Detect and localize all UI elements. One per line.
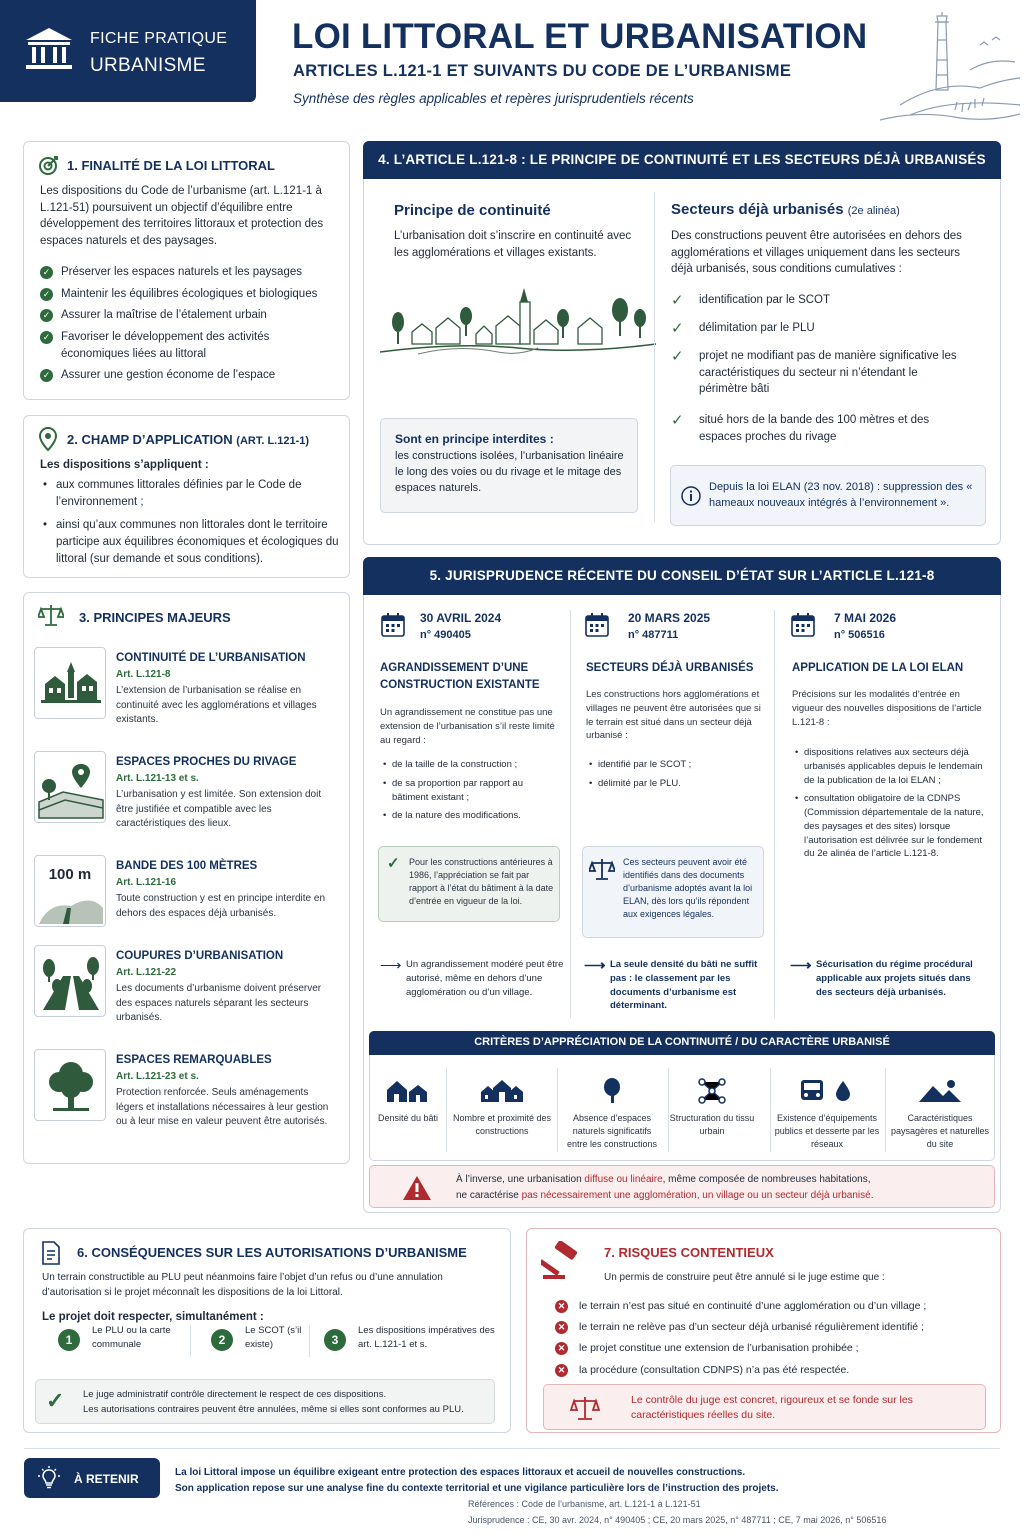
- divider: [570, 610, 571, 1018]
- institution-columns-icon: [24, 26, 74, 72]
- criterion-item: Absence d’espaces naturels significatifs entre les constructions: [562, 1078, 662, 1151]
- principle-title: ESPACES PROCHES DU RIVAGE: [116, 756, 297, 768]
- ruling-note-text: Pour les constructions antérieures à 1986, l’appréciation se fait par rapport à l’état du bâtiment à la date d’entrée en vigueur de la loi.: [409, 857, 554, 907]
- check-icon: ✓: [671, 348, 684, 365]
- list-item: • de la nature des modifications.: [380, 809, 560, 823]
- criterion-item: Structuration du tissu urbain: [662, 1078, 762, 1138]
- urbanized-sectors-title: Secteurs déjà urbanisés (2e alinéa): [671, 201, 900, 218]
- list-item: ✓ Favoriser le développement des activités économiques liées au littoral: [40, 329, 340, 362]
- header-badge: [0, 0, 256, 102]
- section-principes: [23, 592, 350, 1164]
- ruling-note-box: [582, 846, 764, 938]
- retain-button[interactable]: [24, 1458, 160, 1498]
- ruling-text: Les constructions hors agglomérations et villages ne peuvent être autorisées que si le terrain est situé dans un secteur déjà urbanisé :: [586, 689, 761, 742]
- info-icon: [681, 486, 701, 506]
- ruling-takeaway: ⟶ Un agrandissement modéré peut être autorisé, même en dehors d’une agglomération ou d’un village.: [380, 957, 564, 998]
- document-icon: [41, 1240, 61, 1266]
- x-circle-icon: ✕: [555, 1321, 568, 1334]
- ruling-text: Précisions sur les modalités d’entrée en vigueur des nouvelles dispositions de l’article L.121-8 :: [792, 689, 982, 728]
- criteria-title: CRITÈRES D’APPRÉCIATION DE LA CONTINUITÉ / DU CARACTÈRE URBANISÉ: [369, 1031, 995, 1055]
- references-text: Références : Code de l’urbanisme, art. L.121-1 à L.121-51: [468, 1499, 701, 1509]
- criteria-panel: [369, 1031, 995, 1161]
- section-finalite: [23, 141, 350, 400]
- page-subtitle: ARTICLES L.121-1 ET SUIVANTS DU CODE DE L’URBANISME: [293, 62, 792, 80]
- forbidden-title: Sont en principe interdites :: [395, 432, 554, 446]
- ruling-heading: APPLICATION DE LA LOI ELAN: [792, 662, 964, 674]
- calendar-icon: [790, 612, 816, 638]
- tree-icon: [597, 1078, 627, 1104]
- elan-info-text: Depuis la loi ELAN (23 nov. 2018) : suppression des « hameaux nouveaux intégrés à l’environnement ».: [709, 481, 973, 509]
- page-title: LOI LITTORAL ET URBANISATION: [292, 17, 868, 56]
- network-nodes-icon: [697, 1078, 727, 1104]
- condition-item: identification par le SCOT: [699, 294, 831, 306]
- ruling-heading: SECTEURS DÉJÀ URBANISÉS: [586, 662, 754, 674]
- criterion-item: Caractéristiques paysagères et naturelles du site: [886, 1078, 994, 1151]
- goals-list: [40, 264, 340, 389]
- ruling-bullets: [380, 758, 560, 828]
- check-icon: ✓: [40, 331, 53, 344]
- section-lead: Les dispositions s’appliquent :: [40, 459, 209, 471]
- list-item: ✓ Assurer la maîtrise de l’étalement urbain: [40, 307, 340, 324]
- principle-title: ESPACES REMARQUABLES: [116, 1054, 272, 1066]
- section-lead: Le projet doit respecter, simultanément :: [42, 1311, 264, 1323]
- badge-line-2: URBANISME: [90, 55, 206, 76]
- ruling-date: 30 AVRIL 2024: [420, 611, 502, 625]
- ruling-bullets: [586, 758, 766, 796]
- calendar-icon: [380, 612, 406, 638]
- list-item: • ainsi qu’aux communes non littorales dont le territoire participe aux équilibres économiques et écologiques du littoral (sur demande et sous conditions).: [40, 517, 344, 567]
- divider: [654, 192, 655, 522]
- judge-control-box: [543, 1384, 986, 1430]
- criterion-item: Existence d’équipements publics et desserte par les réseaux: [774, 1078, 880, 1151]
- check-icon: ✓: [671, 292, 684, 309]
- ruling-takeaway: ⟶ Sécurisation du régime procédural applicable aux projets situés dans des secteurs déjà urbanisés.: [790, 957, 973, 998]
- x-circle-icon: ✕: [555, 1300, 568, 1313]
- ruling-note-text: Ces secteurs peuvent avoir été identifiés dans des documents d’urbanisme adoptés avant la loi ELAN, dès lors qu’ils répondent aux exigences légales.: [623, 857, 753, 920]
- ruling-date: 20 MARS 2025: [628, 611, 711, 625]
- ruling-number: n° 487711: [628, 629, 679, 641]
- check-icon: ✓: [40, 309, 53, 322]
- principle-desc: Les documents d’urbanisme doivent préserver des espaces naturels séparant les secteurs urbanisés.: [116, 983, 322, 1023]
- list-item: • identifié par le SCOT ;: [586, 758, 766, 772]
- step-number: 1: [58, 1329, 80, 1351]
- ruling-bullets: [792, 746, 992, 866]
- tree-icon: [34, 1049, 106, 1121]
- lightbulb-icon: [38, 1466, 60, 1490]
- bus-water-icon: [797, 1078, 857, 1104]
- section-article-l121-8: [363, 141, 1001, 545]
- divider: [774, 610, 775, 1018]
- shoreline-pin-icon: [34, 751, 106, 823]
- step-number: 3: [324, 1329, 346, 1351]
- page-tagline: Synthèse des règles applicables et repères jurisprudentiels récents: [293, 91, 694, 106]
- list-item: • délimité par le PLU.: [586, 777, 766, 791]
- judge-control-text: Le contrôle du juge est concret, rigoureux et se fonde sur les caractéristiques réelles du site.: [631, 1394, 913, 1422]
- check-icon: ✓: [46, 1388, 65, 1413]
- list-item: • dispositions relatives aux secteurs déjà urbanisés applicables depuis le lendemain de la publication de la loi ELAN ;: [792, 746, 992, 787]
- forbidden-text: les constructions isolées, l’urbanisation linéaire le long des voies ou du rivage et le mitage des espaces naturels.: [395, 450, 624, 494]
- houses-icon: [385, 1078, 431, 1104]
- warning-triangle-icon: [402, 1175, 432, 1201]
- ruling-number: n° 506516: [834, 629, 885, 641]
- ruling-number: n° 490405: [420, 629, 471, 641]
- scales-icon: [570, 1395, 600, 1421]
- ruling-date: 7 MAI 2026: [834, 611, 897, 625]
- principle-article: Art. L.121-16: [116, 877, 177, 888]
- warning-box: [369, 1165, 995, 1208]
- principle-title: CONTINUITÉ DE L’URBANISATION: [116, 652, 306, 664]
- condition-item: délimitation par le PLU: [699, 322, 815, 334]
- lighthouse-coast-illustration: [880, 10, 1020, 130]
- trees-road-icon: [34, 945, 106, 1017]
- warning-text: À l’inverse, une urbanisation diffuse ou linéaire, même composée de nombreuses habitations, ne caractérise pas nécessairement une agglomération, un village ou un secteur déjà urbanisé.: [456, 1174, 874, 1201]
- section-title: 5. JURISPRUDENCE RÉCENTE DU CONSEIL D’ÉTAT SUR L’ARTICLE L.121-8: [363, 557, 1001, 595]
- gavel-icon: [541, 1241, 587, 1281]
- house-cluster-icon: [479, 1078, 525, 1104]
- scope-list: [40, 477, 344, 574]
- map-pin-icon: [39, 427, 57, 451]
- scales-icon: [589, 857, 615, 881]
- list-item: • de la taille de la construction ;: [380, 758, 560, 772]
- principle-article: Art. L.121-13 et s.: [116, 773, 199, 784]
- continuity-text: L’urbanisation doit s’inscrire en continuité avec les agglomérations et villages existants.: [394, 230, 632, 259]
- x-circle-icon: ✕: [555, 1364, 568, 1377]
- divider: [770, 1068, 771, 1152]
- badge-line-1: FICHE PRATIQUE: [90, 30, 228, 47]
- urbanized-sectors-text: Des constructions peuvent être autorisées en dehors des agglomérations et villages uniquement dans les secteurs déjà urbanisés, sous conditions cumulatives :: [671, 230, 962, 276]
- check-icon: ✓: [671, 320, 684, 337]
- retain-button-label: À RETENIR: [74, 1472, 139, 1486]
- check-icon: ✓: [40, 266, 53, 279]
- principle-article: Art. L.121-23 et s.: [116, 1071, 199, 1082]
- arrow-right-icon: ⟶: [380, 957, 402, 974]
- list-item: ✓ Préserver les espaces naturels et les paysages: [40, 264, 340, 281]
- arrow-right-icon: ⟶: [584, 957, 606, 974]
- list-item: • consultation obligatoire de la CDNPS (Commission départementale de la nature, des paysages et des sites) lorsque l’autorisation est délivrée sur le fondement du 2e alinéa de l’article L.121-8.: [792, 792, 992, 861]
- check-icon: ✓: [387, 855, 400, 872]
- principle-article: Art. L.121-22: [116, 967, 177, 978]
- criterion-item: Nombre et proximité des constructions: [452, 1078, 552, 1138]
- list-item: • de sa proportion par rapport au bâtiment existant ;: [380, 777, 560, 805]
- section-title: 1. FINALITÉ DE LA LOI LITTORAL: [67, 158, 275, 173]
- section-title: 4. L’ARTICLE L.121-8 : LE PRINCIPE DE CONTINUITÉ ET LES SECTEURS DÉJÀ URBANISÉS: [363, 141, 1001, 179]
- section-intro: Un terrain constructible au PLU peut néanmoins faire l’objet d’un refus ou d’une annulation d’autorisation si le projet méconnaît les dispositions de la loi Littoral.: [42, 1272, 443, 1298]
- target-icon: [38, 154, 60, 176]
- check-icon: ✓: [671, 412, 684, 429]
- list-item: ✕ le terrain ne relève pas d’un secteur déjà urbanisé régulièrement identifié ;: [555, 1320, 995, 1335]
- principle-article: Art. L.121-8: [116, 669, 171, 680]
- forbidden-box: [380, 418, 638, 513]
- principle-title: COUPURES D’URBANISATION: [116, 950, 284, 962]
- principle-title: BANDE DES 100 MÈTRES: [116, 860, 258, 872]
- list-item: ✓ Assurer une gestion économe de l’espace: [40, 367, 340, 384]
- list-item: ✕ la procédure (consultation CDNPS) n’a pas été respectée.: [555, 1363, 995, 1378]
- ruling-note-box: [378, 846, 560, 922]
- section-title: 6. CONSÉQUENCES SUR LES AUTORISATIONS D’URBANISME: [77, 1245, 467, 1260]
- divider: [190, 1325, 191, 1357]
- section-title: 3. PRINCIPES MAJEURS: [79, 610, 231, 625]
- check-icon: ✓: [40, 369, 53, 382]
- continuity-title: Principe de continuité: [394, 202, 551, 219]
- check-icon: ✓: [40, 288, 53, 301]
- step-text: Les dispositions impératives des art. L.121-1 et s.: [358, 1325, 495, 1350]
- divider: [24, 1448, 1000, 1449]
- calendar-icon: [584, 612, 610, 638]
- retain-text: La loi Littoral impose un équilibre exigeant entre protection des espaces littoraux et accueil de nouvelles constructions. Son application repose sur une analyse fine du contexte territorial et une vigilance particulière lors de l’instruction des projets.: [175, 1467, 779, 1494]
- condition-item: projet ne modifiant pas de manière significative les caractéristiques du secteur ni n’étendant le périmètre bâti: [699, 350, 957, 396]
- list-item: • aux communes littorales définies par le Code de l’environnement ;: [40, 477, 344, 510]
- step-number: 2: [211, 1329, 233, 1351]
- hundred-meters-icon: 100 m: [34, 855, 106, 927]
- list-item: ✕ le terrain n’est pas situé en continuité d’une agglomération ou d’un village ;: [555, 1299, 995, 1314]
- x-circle-icon: ✕: [555, 1342, 568, 1355]
- list-item: ✓ Maintenir les équilibres écologiques et biologiques: [40, 286, 340, 303]
- judge-note-text: Le juge administratif contrôle directement le respect de ces dispositions. Les autorisations contraires peuvent être annulées, même si elles sont conformes au PLU.: [83, 1389, 464, 1416]
- ruling-heading: AGRANDISSEMENT D’UNE CONSTRUCTION EXISTANTE: [380, 662, 540, 691]
- jurisprudence-references: Jurisprudence : CE, 30 avr. 2024, n° 490405 ; CE, 20 mars 2025, n° 487711 ; CE, 7 mai 2026, n° 506516: [468, 1515, 887, 1525]
- section-risques: [526, 1228, 1001, 1433]
- divider: [557, 1068, 558, 1152]
- judge-note-box: [35, 1379, 495, 1424]
- divider: [309, 1325, 310, 1357]
- section-champ-application: [23, 415, 350, 578]
- section-title: 7. RISQUES CONTENTIEUX: [604, 1245, 774, 1260]
- landscape-icon: [917, 1078, 963, 1104]
- divider: [446, 1068, 447, 1152]
- arrow-right-icon: ⟶: [790, 957, 812, 974]
- principle-desc: L’extension de l’urbanisation se réalise en continuité avec les agglomérations et villages existants.: [116, 685, 317, 725]
- principle-desc: L’urbanisation y est limitée. Son extension doit être justifiée et compatible avec les caractéristiques des lieux.: [116, 789, 322, 829]
- section-consequences: [23, 1228, 511, 1433]
- village-church-icon: [34, 647, 106, 719]
- step-text: Le SCOT (s’il existe): [245, 1325, 302, 1350]
- criterion-item: Densité du bâti: [358, 1078, 458, 1125]
- step-text: Le PLU ou la carte communale: [92, 1325, 171, 1350]
- ruling-text: Un agrandissement ne constitue pas une extension de l’urbanisation s’il reste limité au regard :: [380, 707, 555, 746]
- principle-desc: Toute construction y est en principe interdite en dehors des espaces déjà urbanisés.: [116, 893, 326, 919]
- section-intro: Les dispositions du Code de l’urbanisme (art. L.121-1 à L.121-51) poursuivent un objectif d’équilibre entre développement des territoires littoraux et protection des espaces naturels et des paysages.: [40, 185, 324, 248]
- risks-list: [555, 1299, 995, 1384]
- principle-desc: Protection renforcée. Seuls aménagements légers et installations nécessaires à leur gestion ou à leur mise en valeur peuvent être autorisés.: [116, 1087, 329, 1127]
- elan-info-box: [670, 465, 986, 526]
- section-jurisprudence: [363, 557, 1001, 1213]
- list-item: ✕ le projet constitue une extension de l’urbanisation prohibée ;: [555, 1341, 995, 1356]
- section-lead: Un permis de construire peut être annulé si le juge estime que :: [604, 1272, 885, 1283]
- ruling-takeaway: ⟶ La seule densité du bâti ne suffit pas : le classement par les documents d’urbanisme est déterminant.: [584, 957, 758, 1012]
- section-title: 2. CHAMP D’APPLICATION (ART. L.121-1): [67, 432, 310, 447]
- condition-item: situé hors de la bande des 100 mètres et des espaces proches du rivage: [699, 414, 930, 443]
- village-illustration: [378, 282, 658, 362]
- scales-icon: [38, 603, 64, 627]
